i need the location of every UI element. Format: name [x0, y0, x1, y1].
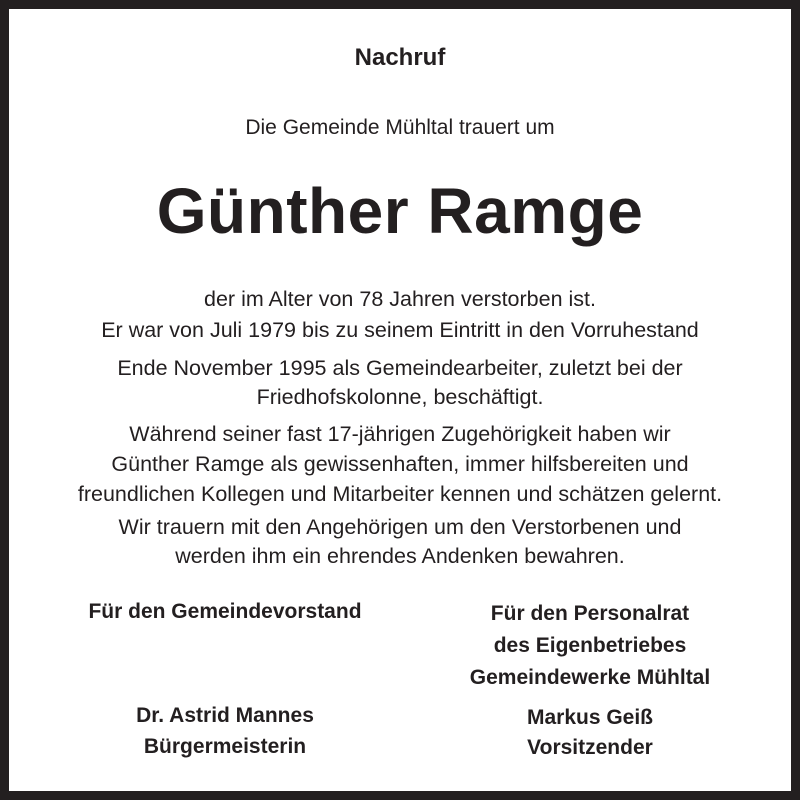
body-line: Er war von Juli 1979 bis zu seinem Eintritt in den Vorruhestand: [101, 318, 699, 342]
notice-title: Nachruf: [354, 44, 446, 71]
body-line: Friedhofskolonne, beschäftigt.: [256, 385, 544, 409]
right-signature-person: Markus Geiß: [526, 706, 654, 729]
left-signature-person: Dr. Astrid Mannes: [136, 704, 314, 727]
body-line: der im Alter von 78 Jahren verstorben ist.: [204, 287, 596, 311]
right-signature-org: Für den Personalrat: [490, 602, 690, 625]
right-signature-role: Vorsitzender: [527, 736, 653, 759]
body-line: Günther Ramge als gewissenhaften, immer hilfsbereiten und: [111, 452, 689, 476]
deceased-name: Günther Ramge: [156, 175, 644, 247]
body-line: werden ihm ein ehrendes Andenken bewahren.: [175, 544, 625, 568]
body-line: freundlichen Kollegen und Mitarbeiter kennen und schätzen gelernt.: [77, 482, 723, 506]
body-line: Während seiner fast 17-jährigen Zugehörigkeit haben wir: [129, 422, 671, 446]
body-line: Ende November 1995 als Gemeindearbeiter, zuletzt bei der: [117, 356, 683, 380]
right-signature-org: des Eigenbetriebes: [493, 634, 687, 657]
intro-line: Die Gemeinde Mühltal trauert um: [245, 116, 555, 139]
left-signature-org: Für den Gemeindevorstand: [88, 600, 362, 623]
obituary-notice: [9, 9, 791, 791]
left-signature-role: Bürgermeisterin: [143, 735, 307, 758]
right-signature-org: Gemeindewerke Mühltal: [469, 666, 711, 689]
body-line: Wir trauern mit den Angehörigen um den Verstorbenen und: [118, 515, 682, 539]
